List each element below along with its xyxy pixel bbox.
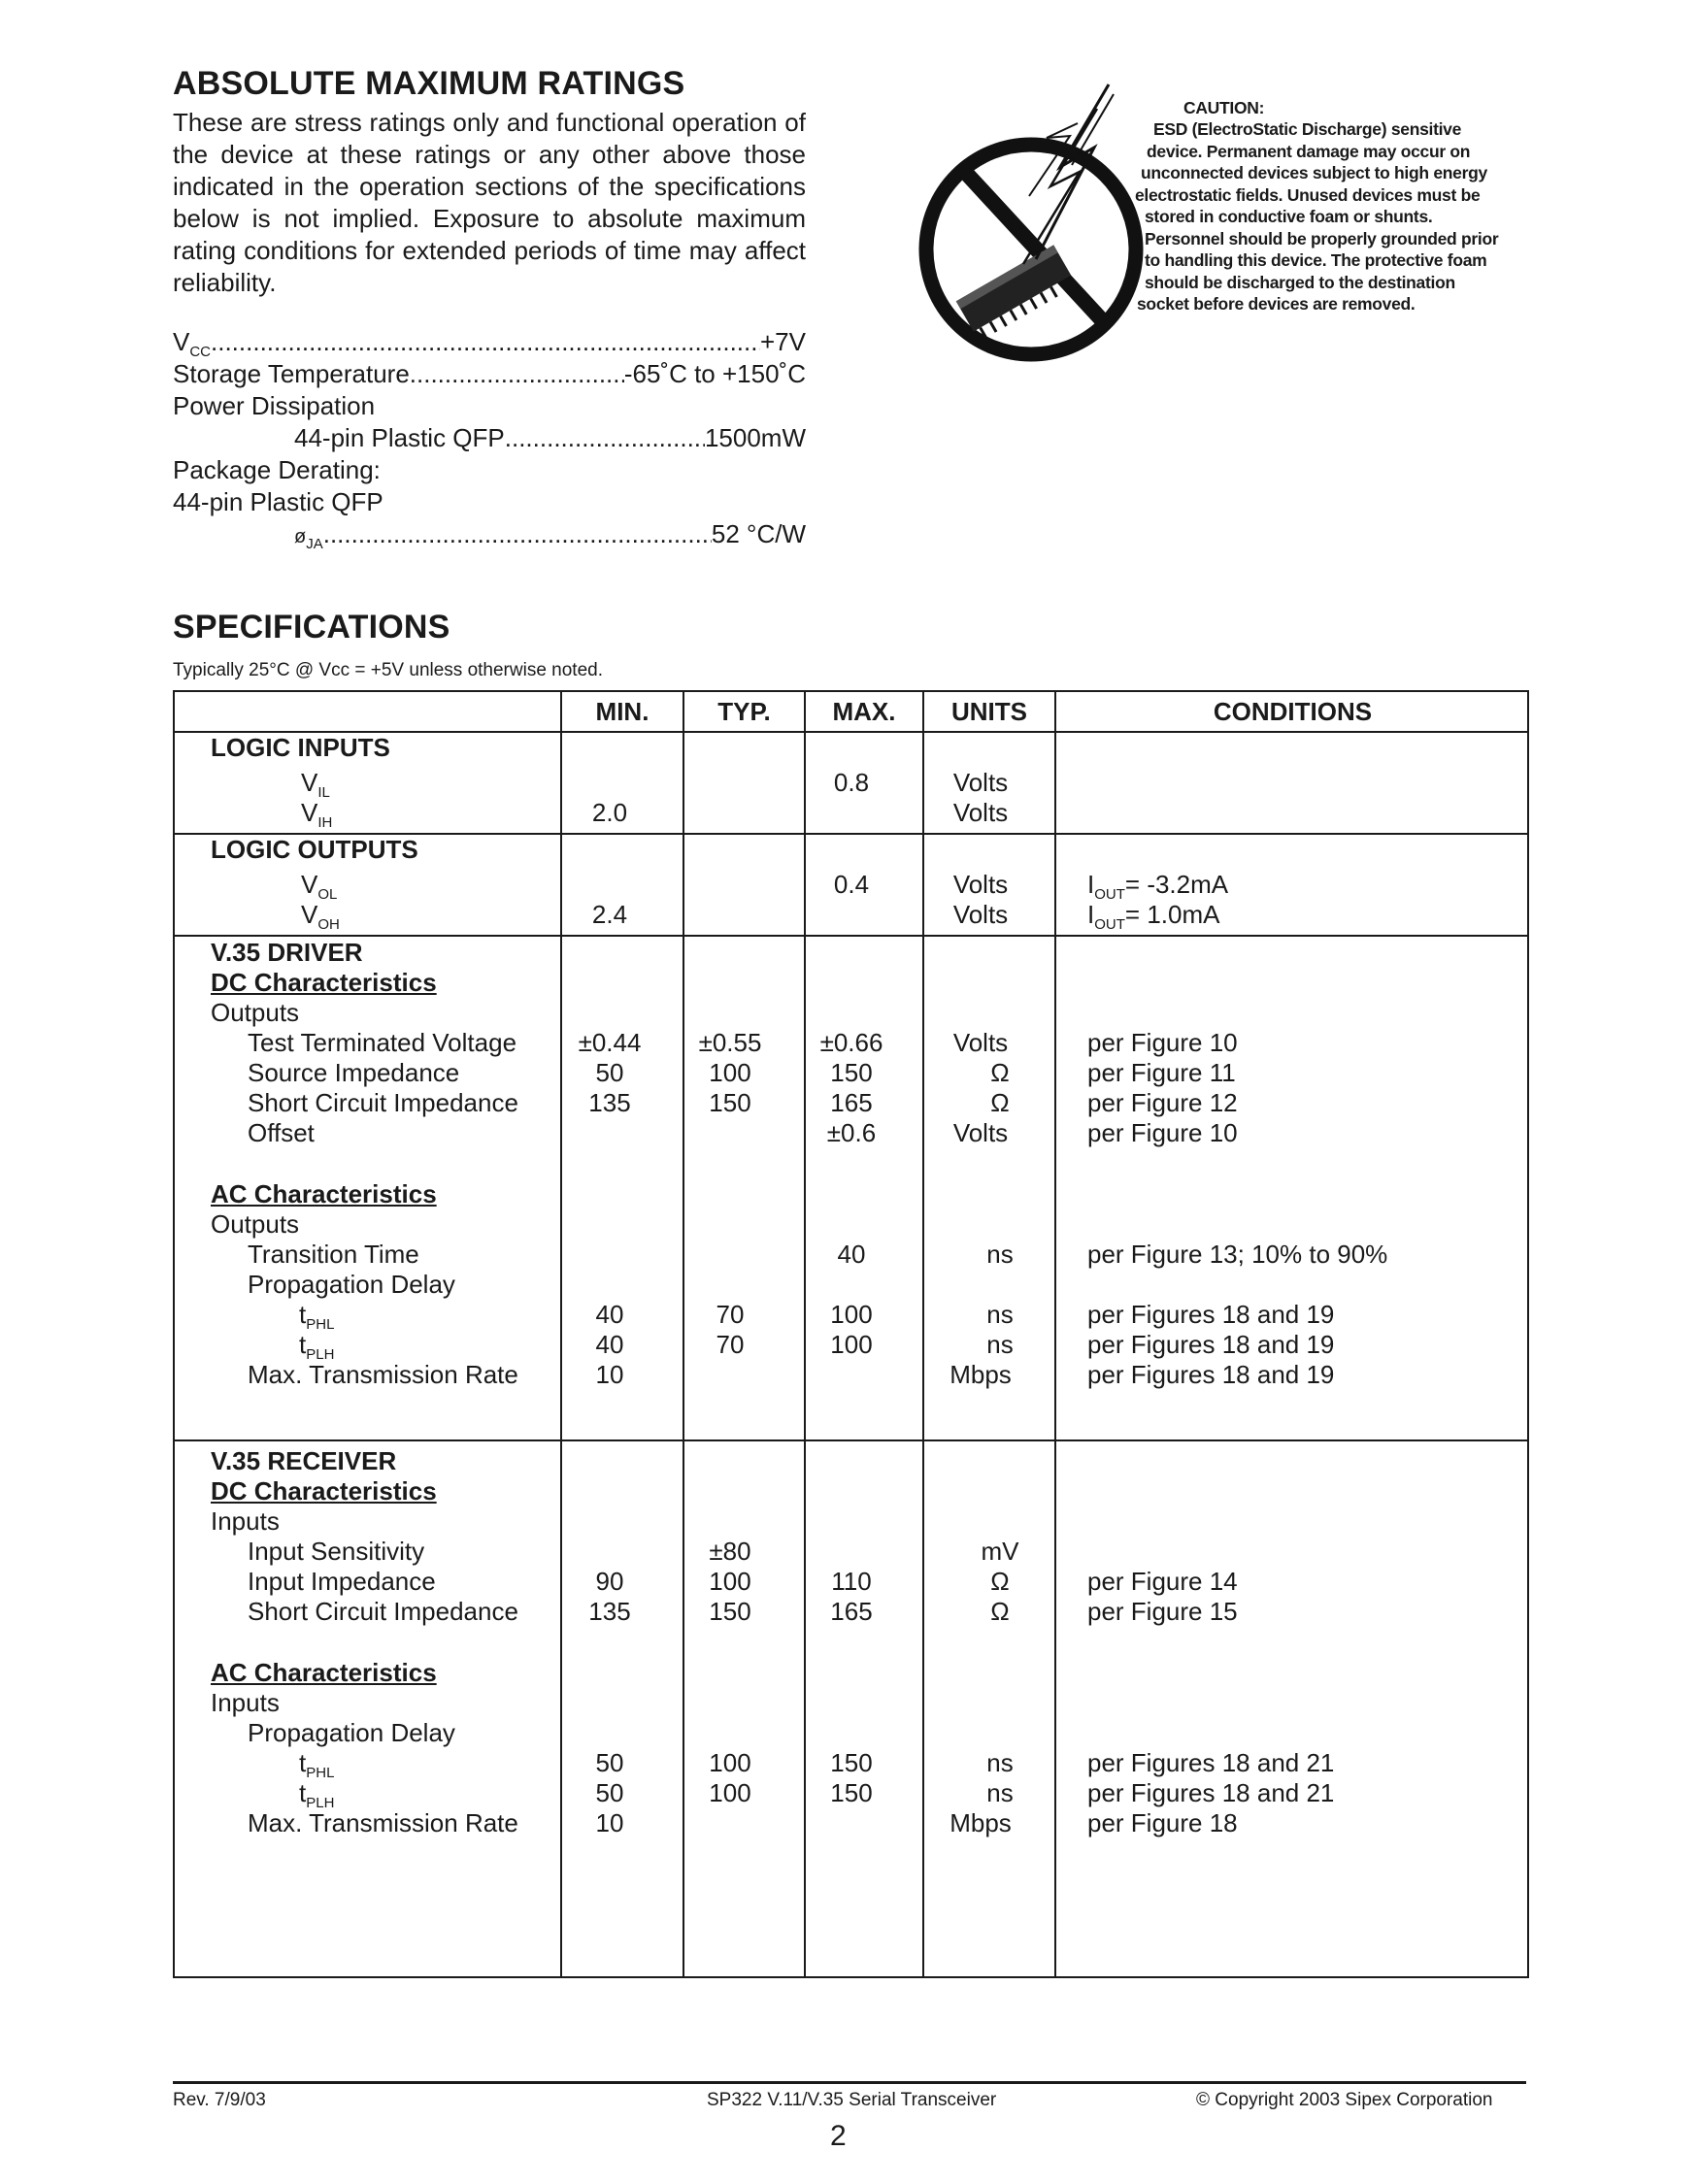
- col-divider: [560, 692, 562, 1976]
- qfp-label: 44-pin Plastic QFP: [294, 423, 505, 452]
- caution-line-2: device. Permanent damage may occur on: [1147, 141, 1471, 161]
- cond-symbol: I: [1087, 870, 1095, 899]
- receiver-dc-title: DC Characteristics: [211, 1476, 437, 1506]
- leader-dots: [323, 518, 712, 553]
- col-divider: [1054, 692, 1056, 1976]
- cell-units: Ω: [990, 1088, 1010, 1117]
- row-label: Input Impedance: [248, 1567, 436, 1596]
- col-divider: [683, 692, 684, 1976]
- cell-typ: ±0.55: [698, 1028, 762, 1057]
- absmax-title: ABSOLUTE MAXIMUM RATINGS: [173, 65, 685, 102]
- absmax-intro: These are stress ratings only and functional operation of the device at these ratings or any other above those indicated in the operation sections of the specifications below is not implied. Exposure to absolute maximum rating conditions for extended periods of time may affect reliability.: [173, 108, 806, 297]
- cell-units: Mbps: [949, 1808, 1012, 1837]
- rating-qfp: [294, 422, 806, 454]
- leader-dots: [505, 422, 705, 454]
- symbol: t: [299, 1778, 307, 1807]
- row-divider: [175, 935, 1527, 937]
- footer-rev: Rev. 7/9/03: [173, 2090, 266, 2110]
- cell-conditions: [1087, 900, 1220, 933]
- cell-typ: 150: [709, 1088, 751, 1117]
- cell-typ: 100: [709, 1748, 751, 1777]
- col-divider: [922, 692, 924, 1976]
- cell-conditions: per Figure 15: [1087, 1597, 1238, 1626]
- caution-line-5: stored in conductive foam or shunts.: [1145, 207, 1433, 226]
- cell-units: ns: [986, 1300, 1014, 1329]
- footer-copyright: © Copyright 2003 Sipex Corporation: [1196, 2090, 1493, 2110]
- symbol-sub: PHL: [306, 1316, 335, 1333]
- row-label: [299, 1300, 335, 1333]
- cell-min: 50: [595, 1058, 624, 1087]
- driver-dc-group: Outputs: [211, 998, 300, 1027]
- cell-typ: 70: [716, 1300, 745, 1329]
- cell-max: 0.8: [833, 768, 870, 797]
- row-label: [301, 870, 338, 903]
- caution-line-6: Personnel should be properly grounded prior: [1145, 228, 1499, 248]
- cell-conditions: per Figures 18 and 21: [1087, 1778, 1335, 1807]
- cell-max: 165: [830, 1088, 873, 1117]
- col-divider: [804, 692, 806, 1976]
- cell-conditions: per Figure 14: [1087, 1567, 1238, 1596]
- cell-min: ±0.44: [578, 1028, 642, 1057]
- caution-line-8: should be discharged to the destination: [1145, 272, 1455, 292]
- caution-line-7: to handling this device. The protective foam: [1145, 250, 1487, 270]
- cell-max: 100: [830, 1300, 873, 1329]
- cell-units: ns: [986, 1778, 1014, 1807]
- specs-title: SPECIFICATIONS: [173, 609, 450, 645]
- cell-min: 90: [595, 1567, 624, 1596]
- symbol-sub: PLH: [306, 1346, 335, 1363]
- specs-table: [173, 690, 1529, 1978]
- row-label: Input Sensitivity: [248, 1537, 425, 1566]
- receiver-dc-group: Inputs: [211, 1506, 280, 1536]
- cell-units: Ω: [990, 1597, 1010, 1626]
- cell-conditions: per Figures 18 and 21: [1087, 1748, 1335, 1777]
- cond-symbol: I: [1087, 900, 1095, 929]
- caution-line-3: unconnected devices subject to high energy: [1141, 163, 1487, 182]
- cell-max: 40: [837, 1240, 866, 1269]
- row-label: [301, 798, 333, 831]
- cell-units: Volts: [952, 900, 1009, 929]
- cond-value: = 1.0mA: [1124, 900, 1220, 929]
- driver-ac-group: Outputs: [211, 1209, 300, 1239]
- power-label: Power Dissipation: [173, 391, 376, 420]
- theta-sub: JA: [306, 536, 323, 552]
- section-driver: V.35 DRIVER: [211, 938, 363, 967]
- cell-conditions: per Figure 13; 10% to 90%: [1087, 1240, 1388, 1269]
- rating-derating: [173, 454, 806, 486]
- leader-dots: [410, 358, 624, 390]
- cell-units: Mbps: [949, 1360, 1012, 1389]
- section-receiver: V.35 RECEIVER: [211, 1446, 397, 1475]
- row-label: [299, 1330, 335, 1363]
- row-label: [299, 1748, 335, 1781]
- row-label: Offset: [248, 1118, 315, 1147]
- symbol-sub: IH: [317, 814, 333, 831]
- receiver-ac-title: AC Characteristics: [211, 1658, 437, 1687]
- symbol: t: [299, 1748, 307, 1777]
- symbol: V: [301, 900, 318, 929]
- row-label: Short Circuit Impedance: [248, 1088, 518, 1117]
- row-label: Propagation Delay: [248, 1718, 455, 1747]
- cell-max: 150: [830, 1748, 873, 1777]
- section-logic-inputs: LOGIC INPUTS: [211, 733, 390, 762]
- storage-value: -65˚C to +150˚C: [623, 359, 806, 388]
- cell-conditions: per Figures 18 and 19: [1087, 1300, 1335, 1329]
- cell-typ: 150: [709, 1597, 751, 1626]
- derating-label: Package Derating:: [173, 455, 381, 484]
- cell-max: 165: [830, 1597, 873, 1626]
- footer-rule: [173, 2081, 1526, 2084]
- cond-sub: OUT: [1094, 916, 1125, 933]
- driver-dc-title: DC Characteristics: [211, 968, 437, 997]
- cell-conditions: per Figures 18 and 19: [1087, 1360, 1335, 1389]
- cell-units: Volts: [952, 1118, 1009, 1147]
- cell-typ: 100: [709, 1778, 751, 1807]
- cell-min: 40: [595, 1330, 624, 1359]
- header-typ: TYP.: [717, 697, 771, 726]
- rating-derating-pkg: [173, 486, 806, 518]
- row-divider: [175, 1439, 1527, 1441]
- cell-conditions: per Figure 11: [1087, 1058, 1236, 1087]
- vcc-sub: CC: [189, 344, 212, 360]
- cell-max: ±0.6: [826, 1118, 877, 1147]
- cell-units: ns: [986, 1240, 1014, 1269]
- cell-conditions: per Figure 10: [1087, 1118, 1238, 1147]
- row-label: Max. Transmission Rate: [248, 1808, 518, 1837]
- cell-min: 50: [595, 1748, 624, 1777]
- cell-max: 100: [830, 1330, 873, 1359]
- symbol-sub: IL: [317, 784, 330, 801]
- cell-units: ns: [986, 1330, 1014, 1359]
- storage-label: Storage Temperature: [173, 359, 410, 388]
- specs-note: Typically 25°C @ Vcc = +5V unless otherwise noted.: [173, 660, 603, 680]
- symbol: t: [299, 1300, 307, 1329]
- vcc-label: V: [173, 327, 190, 356]
- rating-theta: [294, 518, 806, 553]
- symbol-sub: OL: [317, 886, 338, 903]
- cell-conditions: per Figures 18 and 19: [1087, 1330, 1335, 1359]
- cell-max: 150: [830, 1058, 873, 1087]
- row-label: [299, 1778, 335, 1811]
- cell-min: 50: [595, 1778, 624, 1807]
- cond-sub: OUT: [1094, 886, 1125, 903]
- rating-storage: [173, 358, 806, 390]
- cell-max: 110: [831, 1567, 872, 1596]
- footer-product: SP322 V.11/V.35 Serial Transceiver: [707, 2090, 997, 2110]
- caution-line-9: socket before devices are removed.: [1137, 294, 1416, 314]
- cell-max: 0.4: [833, 870, 870, 899]
- theta-value: 52 °C/W: [711, 519, 806, 548]
- header-conditions: CONDITIONS: [1213, 697, 1373, 726]
- vcc-value: +7V: [760, 327, 806, 356]
- cell-units: Volts: [952, 798, 1009, 827]
- cell-units: ns: [986, 1748, 1014, 1777]
- symbol-sub: PHL: [306, 1765, 335, 1781]
- cell-units: Volts: [952, 768, 1009, 797]
- cell-min: 40: [595, 1300, 624, 1329]
- rating-power: [173, 390, 806, 422]
- symbol: V: [301, 768, 318, 797]
- caution-line-1: ESD (ElectroStatic Discharge) sensitive: [1153, 119, 1462, 139]
- cell-min: 10: [595, 1360, 624, 1389]
- caution-title: CAUTION:: [1183, 98, 1265, 117]
- cell-units: mV: [981, 1537, 1019, 1566]
- cell-typ: ±80: [709, 1537, 751, 1566]
- cell-typ: 100: [709, 1058, 751, 1087]
- cell-conditions: per Figure 18: [1087, 1808, 1238, 1837]
- symbol: V: [301, 798, 318, 827]
- symbol-sub: PLH: [306, 1795, 335, 1811]
- cell-conditions: [1087, 870, 1229, 903]
- cell-min: 2.4: [591, 900, 628, 929]
- cell-units: Ω: [990, 1567, 1010, 1596]
- cell-min: 2.0: [591, 798, 628, 827]
- cell-min: 135: [588, 1088, 631, 1117]
- cell-units: Volts: [952, 1028, 1009, 1057]
- page-number: 2: [830, 2120, 847, 2152]
- cell-max: ±0.66: [819, 1028, 883, 1057]
- cell-max: 150: [830, 1778, 873, 1807]
- row-label: Source Impedance: [248, 1058, 460, 1087]
- cell-typ: 70: [716, 1330, 745, 1359]
- cell-min: 10: [595, 1808, 624, 1837]
- cell-min: 135: [588, 1597, 631, 1626]
- cell-conditions: per Figure 12: [1087, 1088, 1238, 1117]
- symbol: V: [301, 870, 318, 899]
- symbol-sub: OH: [317, 916, 340, 933]
- qfp-value: 1500mW: [704, 423, 806, 452]
- row-label: Test Terminated Voltage: [248, 1028, 517, 1057]
- row-label: Short Circuit Impedance: [248, 1597, 518, 1626]
- theta-label: ø: [294, 526, 307, 547]
- row-label: [301, 900, 340, 933]
- caution-line-4: electrostatic fields. Unused devices must be: [1135, 184, 1481, 205]
- cell-units: Volts: [952, 870, 1009, 899]
- cond-value: = -3.2mA: [1124, 870, 1229, 899]
- receiver-ac-group: Inputs: [211, 1688, 280, 1717]
- section-logic-outputs: LOGIC OUTPUTS: [211, 835, 418, 864]
- driver-ac-title: AC Characteristics: [211, 1179, 437, 1208]
- leader-dots: [211, 326, 760, 358]
- esd-warning-icon: [905, 80, 1157, 371]
- cell-conditions: per Figure 10: [1087, 1028, 1238, 1057]
- rating-vcc: [173, 326, 806, 358]
- symbol: t: [299, 1330, 307, 1359]
- header-units: UNITS: [951, 697, 1027, 726]
- cell-typ: 100: [709, 1567, 751, 1596]
- row-label: Transition Time: [248, 1240, 419, 1269]
- header-min: MIN.: [595, 697, 650, 726]
- row-label: Propagation Delay: [248, 1270, 455, 1299]
- row-label: [301, 768, 330, 801]
- cell-units: Ω: [990, 1058, 1010, 1087]
- row-label: Max. Transmission Rate: [248, 1360, 518, 1389]
- derating-pkg: 44-pin Plastic QFP: [173, 487, 383, 516]
- header-max: MAX.: [832, 697, 896, 726]
